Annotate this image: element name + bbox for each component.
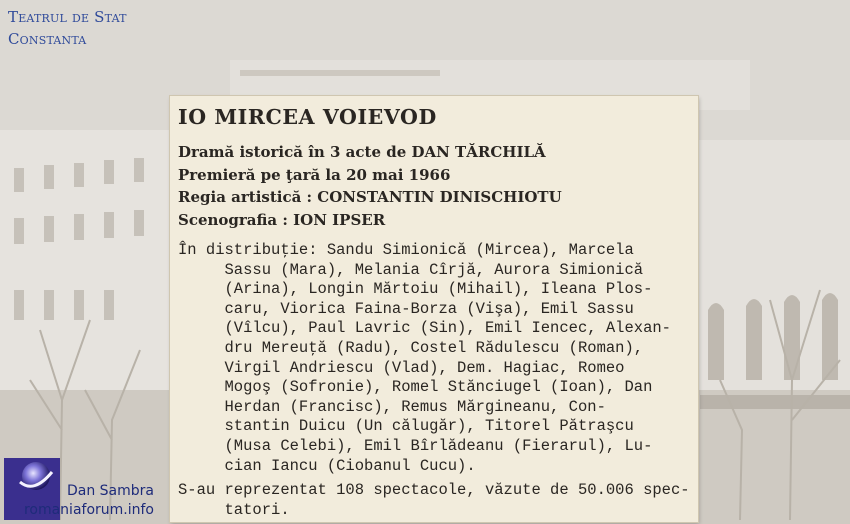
performances-line: S-au reprezentat 108 spectacole, văzute de 50.006 spec- [178, 481, 690, 500]
scenography-line: Scenografia : ION IPSER [178, 210, 386, 229]
director-line: Regia artistică : CONSTANTIN DINISCHIOTU [178, 188, 562, 206]
cast-line: În distribuţie: Sandu Simionică (Mircea), Marcela [178, 241, 634, 259]
cast-line: Sassu (Mara), Melania Cîrjă, Aurora Simionică [178, 260, 644, 279]
cast-list [178, 241, 680, 476]
cast-line: (Vîlcu), Paul Lavric (Sin), Emil Iencec, Alexan- [178, 319, 671, 338]
cast-line: (Musa Celebi), Emil Bîrlădeanu (Fierarul), Lu- [178, 436, 653, 455]
premiere-line: Premieră pe ţară la 20 mai 1966 [178, 165, 451, 184]
cast-line: caru, Viorica Faina-Borza (Vişa), Emil Sassu [178, 299, 634, 318]
program-clipping [170, 96, 698, 522]
cast-line: (Arina), Longin Mărtoiu (Mihail), Ileana Plos- [178, 280, 653, 299]
production-details [178, 141, 680, 231]
performances-line: tatori. [178, 500, 290, 519]
theater-title-line2: Constanta [8, 30, 87, 48]
genre-author-line: Dramă istorică în 3 acte de DAN TĂRCHILĂ [178, 143, 546, 161]
play-title: IO MIRCEA VOIEVOD [178, 105, 437, 129]
cast-line: stantin Duicu (Un călugăr), Titorel Pătraşcu [178, 417, 634, 436]
cast-line: cian Iancu (Ciobanul Cucu). [178, 456, 476, 475]
theater-title [8, 6, 127, 50]
cast-line: dru Mereuţă (Radu), Costel Rădulescu (Roman), [178, 338, 644, 357]
theater-title-line1: Teatrul de Stat [8, 8, 127, 26]
performances-note [178, 481, 690, 520]
author-name: Dan Sambra [66, 483, 154, 499]
cast-line: Mogoş (Sofronie), Romel Stănciugel (Ioan), Dan [178, 378, 653, 397]
credit-block [4, 458, 156, 521]
credit-text [4, 482, 154, 520]
cast-line: Herdan (Francisc), Remus Mărgineanu, Con- [178, 397, 606, 416]
site-link[interactable]: romaniaforum.info [23, 502, 154, 518]
cast-line: Virgil Andriescu (Vlad), Dem. Hagiac, Romeo [178, 358, 625, 377]
